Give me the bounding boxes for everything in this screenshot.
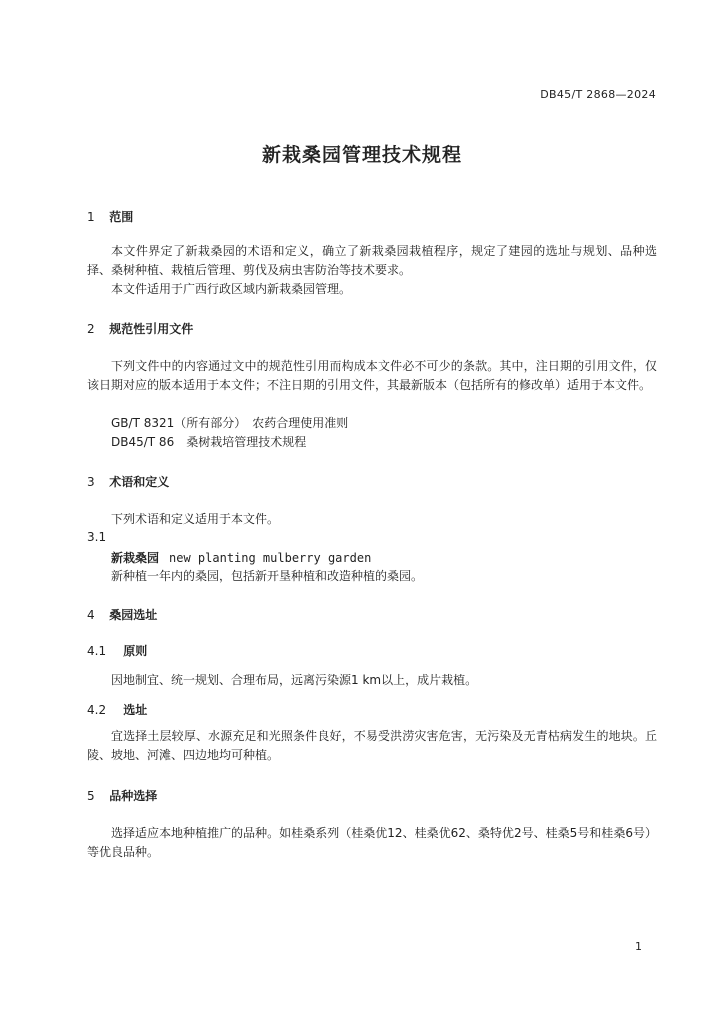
paragraph: 下列文件中的内容通过文中的规范性引用而构成本文件必不可少的条款。其中，注日期的引用文件，仅该日期对应的版本适用于本文件；不注日期的引用文件，其最新版本（包括所有的修改单）适用于本文件。	[87, 359, 657, 392]
subsection-number: 4.1	[87, 644, 107, 658]
section-title: 范围	[109, 210, 134, 224]
section-5-heading	[87, 787, 157, 804]
section-title: 桑园选址	[109, 608, 158, 622]
section-title: 规范性引用文件	[109, 322, 194, 336]
doc-code: DB45/T 2868—2024	[540, 88, 656, 101]
paragraph: 宜选择土层较厚、水源充足和光照条件良好，不易受洪涝灾害危害，无污染及无青枯病发生的地块。丘陵、坡地、河滩、四边地均可种植。	[87, 729, 657, 762]
paragraph: 选择适应本地种植推广的品种。如桂桑系列（桂桑优12、桂桑优62、桑特优2号、桂桑5号和桂桑6号）等优良品种。	[87, 826, 657, 859]
section-number: 2	[87, 322, 95, 336]
section-1-body	[87, 242, 657, 299]
section-number: 5	[87, 789, 95, 803]
term-entry	[111, 549, 371, 566]
section-3-body	[87, 510, 657, 529]
section-4-heading	[87, 606, 157, 623]
section-number: 1	[87, 210, 95, 224]
paragraph: 本文件界定了新栽桑园的术语和定义，确立了新栽桑园栽植程序，规定了建园的选址与规划、品种选择、桑树种植、栽植后管理、剪伐及病虫害防治等技术要求。	[87, 244, 657, 277]
section-5-body	[87, 824, 657, 862]
section-number: 3	[87, 475, 95, 489]
reference-item: DB45/T 86 桑树栽培管理技术规程	[111, 435, 307, 449]
section-number: 4	[87, 608, 95, 622]
section-4-1-heading	[87, 642, 147, 659]
subsection-title: 原则	[123, 644, 148, 658]
section-2-body	[87, 357, 657, 395]
term-chinese: 新栽桑园	[111, 551, 160, 565]
section-1-heading	[87, 208, 133, 225]
term-english: new planting mulberry garden	[169, 551, 372, 565]
paragraph: 下列术语和定义适用于本文件。	[111, 512, 280, 526]
page-number: 1	[635, 940, 642, 953]
section-4-2-heading	[87, 701, 147, 718]
section-2-heading	[87, 320, 193, 337]
reference-item: GB/T 8321（所有部分） 农药合理使用准则	[111, 416, 349, 430]
page-title: 新栽桑园管理技术规程	[261, 144, 462, 166]
term-number: 3.1	[87, 530, 107, 544]
term-definition: 新种植一年内的桑园，包括新开垦种植和改造种植的桑园。	[111, 569, 424, 583]
section-3-heading	[87, 473, 169, 490]
subsection-number: 4.2	[87, 703, 107, 717]
section-4-1-body	[87, 671, 657, 690]
section-title: 术语和定义	[109, 475, 170, 489]
section-4-2-body	[87, 727, 657, 765]
subsection-title: 选址	[123, 703, 148, 717]
paragraph: 因地制宜、统一规划、合理布局，远离污染源1 km以上，成片栽植。	[111, 673, 478, 687]
section-title: 品种选择	[109, 789, 158, 803]
paragraph: 本文件适用于广西行政区域内新栽桑园管理。	[111, 282, 352, 296]
